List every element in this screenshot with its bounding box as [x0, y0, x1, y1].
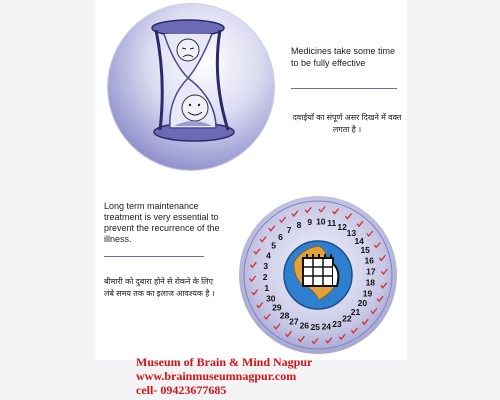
day-number: 20	[357, 298, 368, 309]
tick-mark	[346, 214, 352, 219]
day-number: 9	[307, 216, 313, 227]
tick-mark	[326, 338, 332, 343]
medicines-hindi-text: दवाईयाँ का संपूर्ण असर दिखने में वक्त लगता है ।	[292, 113, 402, 134]
tick-mark	[351, 328, 357, 333]
tick-mark	[377, 296, 383, 301]
day-number: 17	[366, 266, 376, 277]
tick-mark	[269, 226, 275, 231]
tick-mark	[374, 243, 380, 248]
hourglass-icon	[108, 4, 274, 170]
day-number: 8	[296, 219, 302, 230]
tick-mark	[298, 336, 304, 341]
day-number: 22	[342, 313, 352, 324]
tick-mark	[333, 209, 339, 214]
tick-mark	[264, 314, 270, 319]
tick-mark	[367, 231, 373, 236]
divider-line	[104, 256, 204, 257]
tick-mark	[250, 262, 256, 267]
tick-mark	[280, 217, 286, 222]
tick-mark	[250, 276, 256, 281]
day-number: 1	[264, 282, 270, 293]
tick-mark	[286, 331, 292, 336]
calendar-clock-svg	[239, 196, 397, 354]
day-number: 10	[316, 216, 326, 227]
tick-mark	[292, 211, 298, 216]
medicines-english-text: Medicines take some time to be fully effective	[291, 46, 396, 68]
day-number: 16	[364, 255, 374, 266]
day-number: 2	[262, 272, 268, 283]
day-number: 21	[350, 306, 361, 317]
day-number: 13	[346, 228, 357, 239]
day-number: 15	[360, 245, 370, 256]
tick-mark	[339, 334, 345, 339]
day-number: 18	[365, 277, 376, 288]
day-number: 30	[266, 293, 276, 304]
day-number: 24	[321, 321, 332, 332]
day-number: 12	[337, 222, 347, 233]
calendar-clock-illustration	[239, 196, 397, 354]
tick-mark	[252, 290, 258, 295]
day-number: 3	[263, 260, 269, 271]
museum-website: www.brainmuseumnagpur.com	[136, 369, 297, 383]
tick-mark	[357, 221, 363, 226]
hourglass-illustration	[108, 4, 274, 170]
tick-mark	[319, 207, 325, 212]
museum-footer	[136, 355, 396, 397]
museum-phone: cell- 09423677685	[136, 383, 227, 397]
tick-mark	[371, 308, 377, 313]
day-number: 23	[332, 318, 342, 329]
tick-mark	[274, 324, 280, 329]
tick-mark	[305, 207, 311, 212]
tick-mark	[381, 283, 387, 288]
tick-mark	[257, 303, 263, 308]
day-number: 26	[299, 320, 310, 331]
divider-line	[291, 88, 397, 89]
day-number: 5	[271, 240, 276, 251]
tick-mark	[362, 319, 368, 324]
day-number: 25	[310, 322, 320, 333]
day-number: 29	[272, 302, 282, 313]
day-number: 4	[266, 250, 271, 261]
day-number: 11	[327, 218, 337, 229]
tick-mark	[312, 338, 318, 343]
day-number: 14	[354, 235, 364, 246]
museum-name: Museum of Brain & Mind Nagpur	[136, 355, 313, 369]
day-number: 19	[362, 288, 373, 299]
maintenance-hindi-text: बीमारी को दुबारा होने से रोकने के लिए लंबे समय तक का इलाज आवश्यक है ।	[104, 277, 215, 298]
maintenance-english-text: Long term maintenance treatment is very essential to prevent the recurrence of the illness.	[104, 201, 220, 244]
day-number: 27	[289, 316, 299, 327]
tick-mark	[379, 255, 385, 260]
day-number: 6	[278, 231, 283, 242]
tick-mark	[260, 237, 266, 242]
day-number: 28	[279, 310, 290, 321]
tick-mark	[254, 249, 260, 254]
calendar-pad-icon	[303, 254, 338, 286]
day-number: 7	[286, 224, 292, 235]
tick-mark	[381, 269, 387, 274]
